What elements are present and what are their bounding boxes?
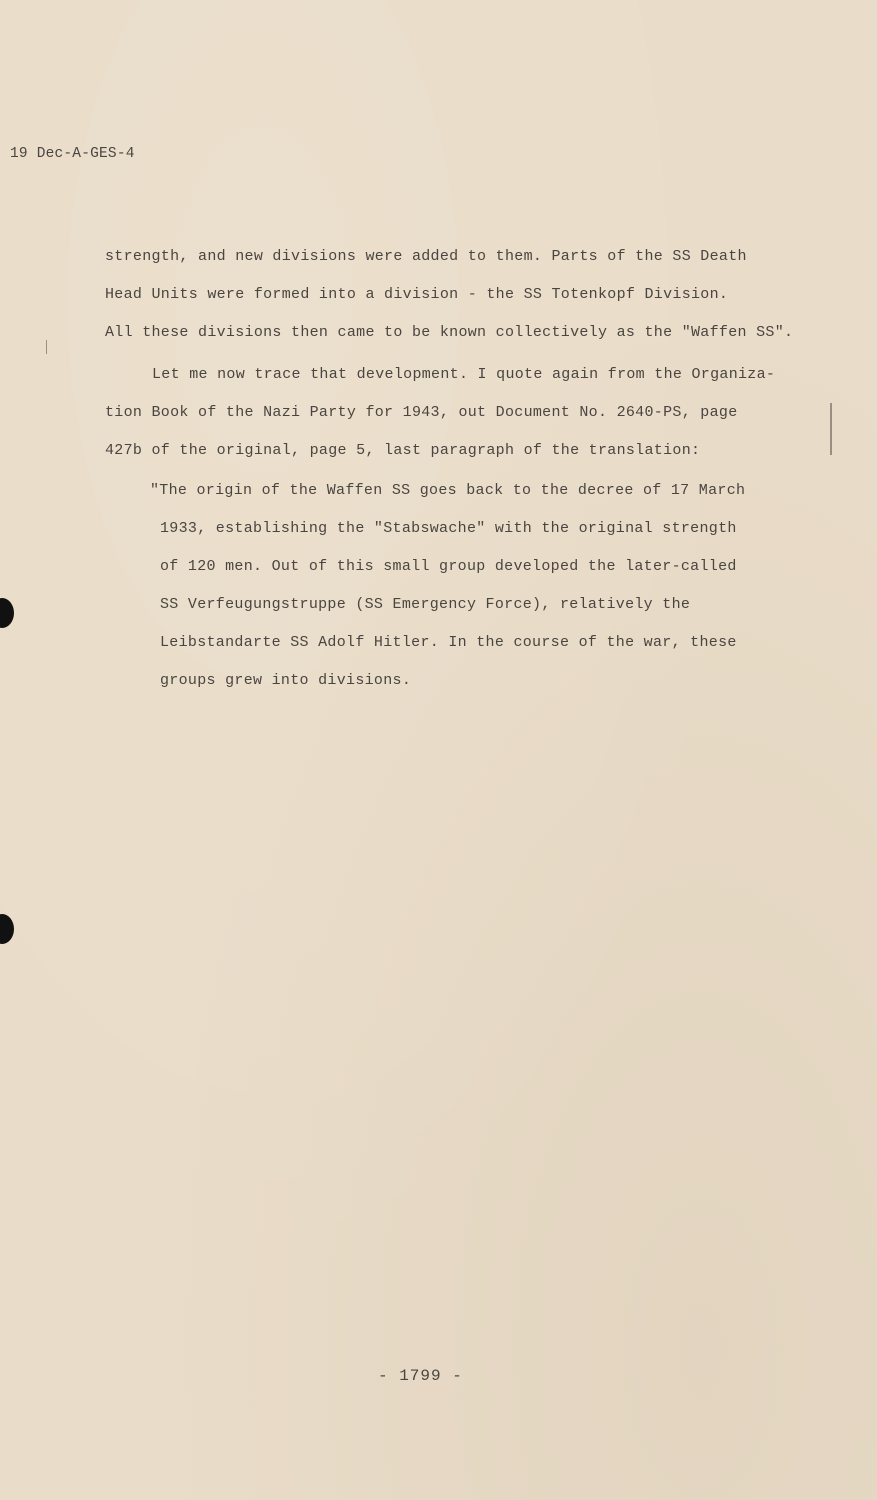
binder-hole — [0, 598, 14, 628]
page-number: - 1799 - — [378, 1367, 463, 1385]
quote-line: "The origin of the Waffen SS goes back to the decree of 17 March — [150, 482, 746, 499]
quote-line: groups grew into divisions. — [160, 672, 412, 689]
quote-line: Leibstandarte SS Adolf Hitler. In the course of the war, these — [160, 634, 737, 651]
body-line: strength, and new divisions were added to them. Parts of the SS Death — [105, 248, 747, 265]
quote-line: of 120 men. Out of this small group developed the later-called — [160, 558, 737, 575]
body-line: Let me now trace that development. I quote again from the Organiza- — [152, 366, 776, 383]
document-code: 19 Dec-A-GES-4 — [10, 146, 135, 162]
margin-mark — [830, 403, 832, 455]
body-line: 427b of the original, page 5, last paragraph of the translation: — [105, 442, 701, 459]
body-line: All these divisions then came to be known collectively as the "Waffen SS". — [105, 324, 794, 341]
quote-line: SS Verfeugungstruppe (SS Emergency Force), relatively the — [160, 596, 691, 613]
binder-hole — [0, 914, 14, 944]
margin-mark — [46, 340, 47, 354]
body-line: tion Book of the Nazi Party for 1943, out Document No. 2640-PS, page — [105, 404, 738, 421]
body-line: Head Units were formed into a division - the SS Totenkopf Division. — [105, 286, 729, 303]
quote-line: 1933, establishing the "Stabswache" with the original strength — [160, 520, 737, 537]
